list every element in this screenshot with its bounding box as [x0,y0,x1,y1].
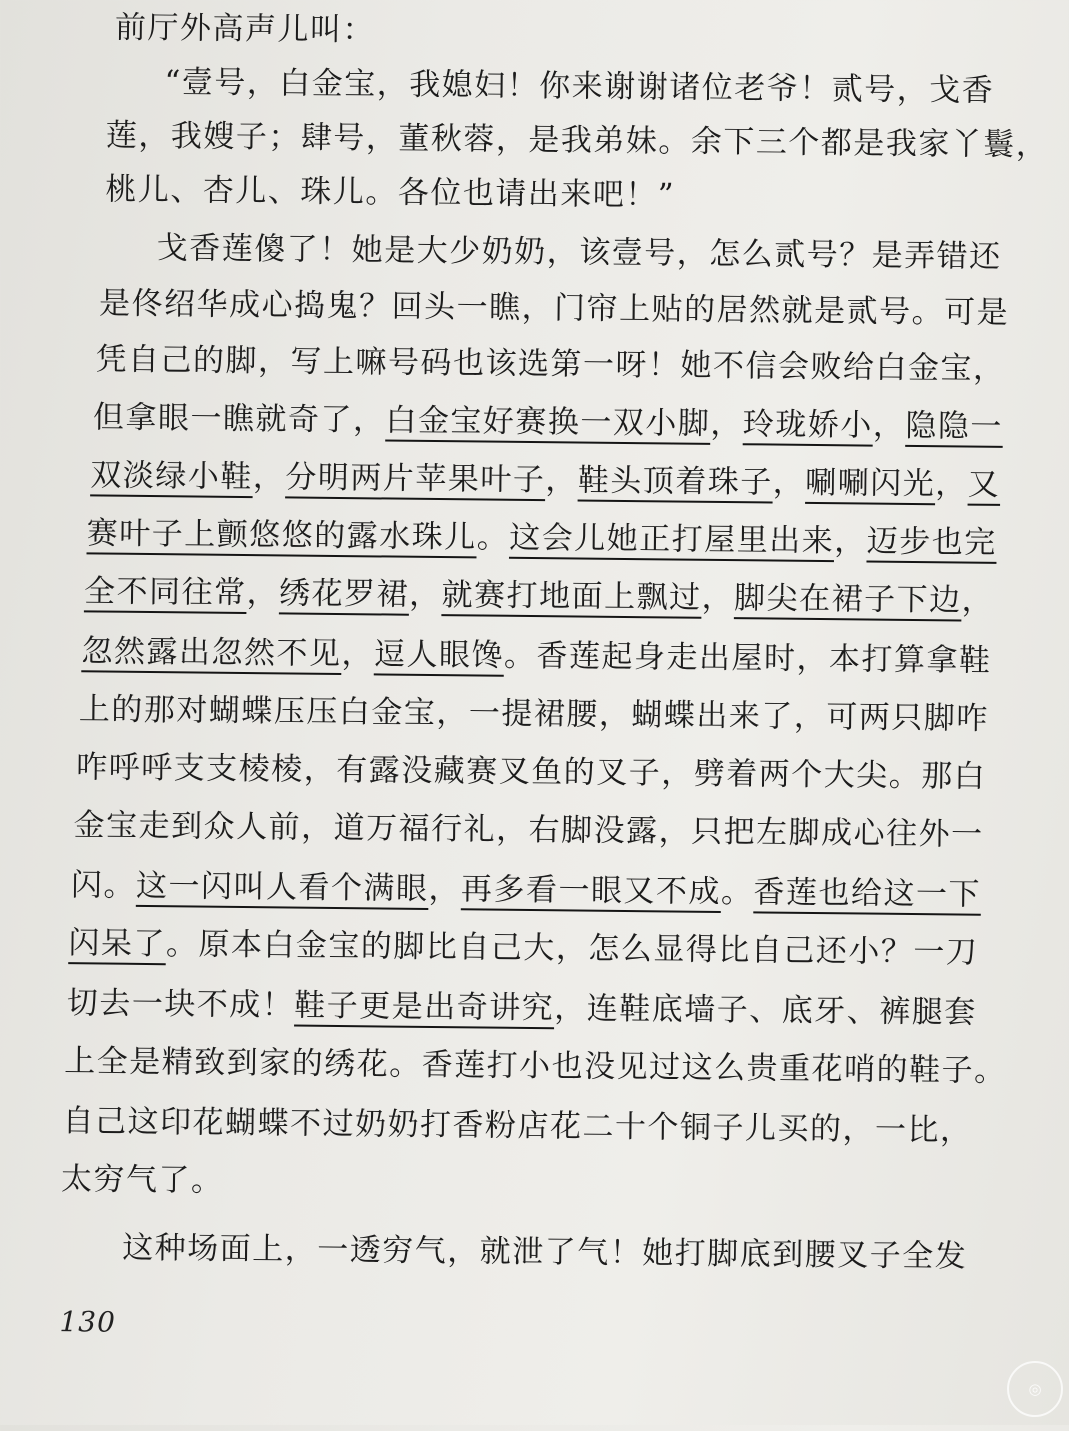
underlined-phrase: 玲珑娇小 [742,406,874,444]
text-segment: ， [252,459,286,496]
underlined-phrase: 脚尖在裙子下边 [733,580,962,619]
underlined-phrase: 鞋头顶着珠子 [577,462,773,501]
text-segment: 是佟绍华成心捣鬼？回头一瞧，门帘上贴的居然就是贰号。可是 [98,285,1010,331]
underlined-phrase: 又 [967,466,1001,503]
underlined-phrase: 就赛打地面上飘过 [441,577,702,616]
text-line [61,1159,224,1201]
text-line [90,455,1000,505]
text-line [95,339,1005,389]
text-segment: ， [246,575,280,612]
text-segment: ， [341,636,375,673]
text-segment: ， [772,464,806,501]
underlined-phrase: 赛叶子上颤悠悠的露水珠儿 [86,515,477,556]
text-line [76,747,986,797]
text-line [79,689,989,739]
underlined-phrase: 白金宝好赛换一双小脚 [385,402,711,442]
underlined-phrase: 唰唰闪光 [805,464,936,503]
underlined-phrase: 双淡绿小鞋 [90,457,254,496]
text-line [105,170,675,216]
underlined-phrase: 这一闪叫人看个满眼 [135,867,429,907]
page-number: 130 [59,1305,117,1339]
underlined-phrase: 再多看一眼又不成 [460,871,722,911]
text-line [157,228,1002,277]
text-segment: 前厅外高声儿叫： [114,9,376,49]
text-segment: 这种场面上，一透穷气，就泄了气！她打脚底到腰叉子全发 [122,1229,968,1275]
text-line [93,397,1003,447]
text-line [67,983,977,1033]
text-line [68,923,978,973]
watermark-logo: ◎ [1007,1361,1063,1417]
text-line [73,805,983,855]
text-segment: 金宝走到众人前，道万福行礼，右脚没露，只把左脚成心往外一 [73,807,984,853]
text-segment: 切去一块不成！ [66,985,295,1024]
text-segment: 闪。 [70,867,137,904]
text-segment: ， [428,870,462,908]
text-segment: 太穷气了。 [60,1161,224,1199]
text-segment: ， [408,576,442,614]
text-segment: ， [545,462,578,499]
text-line [64,1041,1007,1091]
underlined-phrase: 鞋子更是出奇讲究 [294,987,555,1027]
text-line [115,8,375,51]
text-segment: ， [961,582,995,619]
text-line [164,62,994,111]
text-segment: 。香莲起身走出屋时，本打算拿鞋 [503,637,992,679]
text-segment: 上的那对蝴蝶压压白金宝，一提裙腰，蝴蝶出来了，可两只脚咋 [78,691,990,737]
underlined-phrase: 全不同往常 [83,573,247,612]
underlined-phrase: 香莲也给这一下 [753,874,982,913]
text-segment: “壹号，白金宝，我媳妇！你来谢谢诸位老爷！贰号，戈香 [164,64,995,109]
text-segment: 自己这印花蝴蝶不过奶奶打香粉店花二十个铜子儿买的，一比， [62,1103,973,1149]
underlined-phrase: 逗人眼馋 [373,636,505,674]
text-segment: ， [935,466,968,503]
text-segment: 桃儿、杏儿、珠儿。各位也请出来吧！” [105,171,676,214]
underlined-phrase: 闪呆了 [68,925,167,963]
text-segment: ， [710,405,744,443]
underlined-phrase: 隐隐一 [905,407,1004,445]
underlined-phrase: 迈步也完 [866,523,997,561]
underlined-phrase: 绣花罗裙 [278,575,410,613]
text-segment: 上全是精致到家的绣花。香莲打小也没见过这么贵重花哨的鞋子。 [64,1043,1007,1090]
text-line [81,631,991,681]
text-segment: ， [701,579,735,617]
text-line [84,571,994,621]
text-segment: ，连鞋底墙子、底牙、裤腿套 [554,990,977,1031]
text-segment: 咋呼呼支支棱棱，有露没藏赛叉鱼的叉子，劈着两个大尖。那白 [76,749,987,795]
text-segment: ， [872,407,906,444]
underlined-phrase: 分明两片苹果叶子 [285,459,546,499]
text-segment: 戈香莲傻了！她是大少奶奶，该壹号，怎么贰号？是弄错还 [156,230,1002,275]
text-segment: ， [833,523,867,560]
text-line [106,116,1049,166]
text-segment: 莲，我嫂子；肆号，董秋蓉，是我弟妹。余下三个都是我家丫鬟， [105,117,1049,164]
text-segment: 。 [476,519,510,556]
text-line [71,865,981,915]
text-line [62,1101,972,1151]
text-line [87,513,997,563]
text-line [122,1228,967,1277]
text-line [99,283,1009,333]
text-segment: 但拿眼一瞧就奇了， [92,399,386,439]
text-segment: 。 [720,874,754,911]
text-segment: 凭自己的脚，写上嘛号码也该选第一呀！她不信会败给白金宝， [95,341,1006,387]
underlined-phrase: 忽然露出忽然不见 [81,633,342,673]
underlined-phrase: 这会儿她正打屋里出来 [509,519,835,560]
text-segment: 。原本白金宝的脚比自己大，怎么显得比自己还小？一刀 [165,926,979,971]
